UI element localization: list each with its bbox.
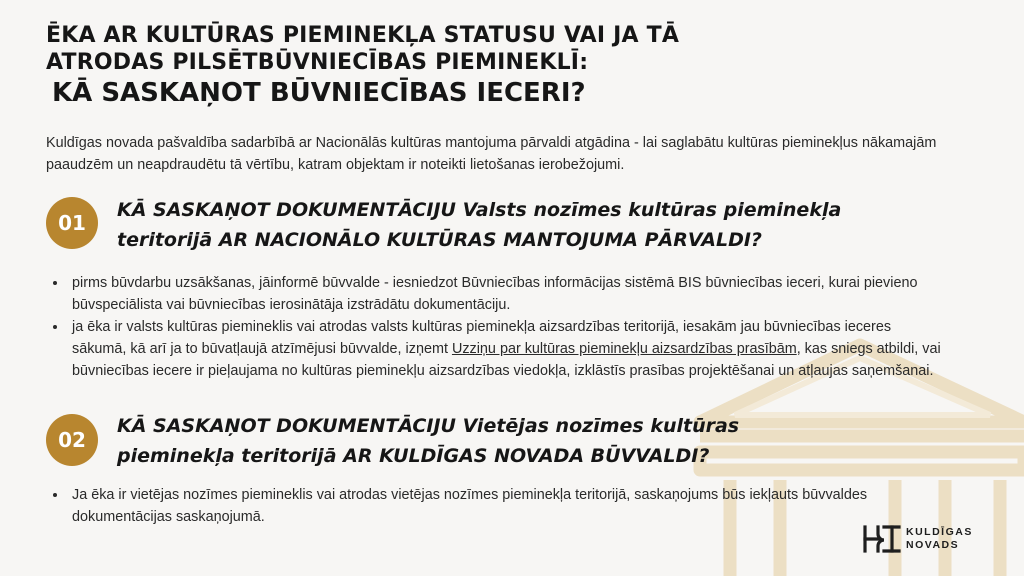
heading-middle: Valsts nozīmes kultūras pieminekļa teritorijā [117, 199, 842, 251]
list-item: • Ja ēka ir vietējas nozīmes piemineklis vai atrodas vietējas nozīmes pieminekļa teritorijā, saskaņojums būs iekļauts būvvaldes dokumentācijas saskaņojumā. [68, 484, 944, 528]
section-number-badge: 01 [46, 197, 98, 249]
list-item [68, 316, 944, 382]
section-bullet-list [46, 272, 944, 382]
heading-prefix: KĀ SASKAŅOT DOKUMENTĀCIJU [117, 415, 463, 437]
heading-suffix: AR NACIONĀLO KULTŪRAS MANTOJUMA PĀRVALDI? [212, 229, 762, 251]
intro-paragraph: Kuldīgas novada pašvaldība sadarbībā ar Nacionālās kultūras mantojuma pārvaldi atgādina - lai saglabātu kultūras pieminekļus nākamajām paaudzēm un neapdraudētu tā vērtību, katram objektam ir noteikti lietošanas ierobežojumi. [46, 135, 937, 173]
bullet-text: ja ēka ir valsts kultūras piemineklis vai atrodas valsts kultūras pieminekļa aizsardzības teritorijā, iesakām jau būvniecības ieceres sākumā, kā arī ja to būvatļaujā atzīmējusi būvvalde, izņemt [72, 319, 892, 357]
heading-suffix: AR KULDĪGAS NOVADA BŪVVALDI? [336, 445, 710, 467]
requirements-info-link[interactable]: Uzziņu par kultūras pieminekļu aizsardzības prasībām [451, 341, 797, 357]
title-line-2: ATRODAS PILSĒTBŪVNIECĪBAS PIEMINEKLĪ: [46, 50, 589, 75]
logo-line-1: KULDĪGAS [906, 526, 973, 538]
title-line-3: KĀ SASKAŅOT BŪVNIECĪBAS IECERI? [52, 78, 586, 108]
section-heading [117, 195, 937, 255]
section-number-badge: 02 [46, 414, 98, 466]
logo-text [906, 526, 973, 552]
heading-middle: Vietējas nozīmes kultūras pieminekļa teritorijā [117, 415, 740, 467]
kuldiga-logo-icon [862, 524, 902, 554]
logo-line-2: NOVADS [906, 539, 960, 551]
section-heading [117, 411, 817, 471]
bullet-text: , kas sniegs atbildi, vai būvniecības iecere ir pieļaujama no kultūras pieminekļu aizsardzības viedokļa, izklāstīs prasības projektēšanai un atļaujas saņemšanai. [72, 341, 941, 379]
section-bullet-list [46, 484, 944, 528]
list-item: • pirms būvdarbu uzsākšanas, jāinformē būvvalde - iesniedzot Būvniecības informācijas sistēmā BIS būvniecības ieceri, kurai pievieno būvspeciālista vai būvniecības ierosinātāja izstrādātu dokumentāciju. [68, 272, 944, 316]
page-title [46, 22, 679, 110]
title-line-1: ĒKA AR KULTŪRAS PIEMINEKĻA STATUSU VAI JA TĀ [46, 23, 680, 48]
heading-prefix: KĀ SASKAŅOT DOKUMENTĀCIJU [117, 199, 463, 221]
